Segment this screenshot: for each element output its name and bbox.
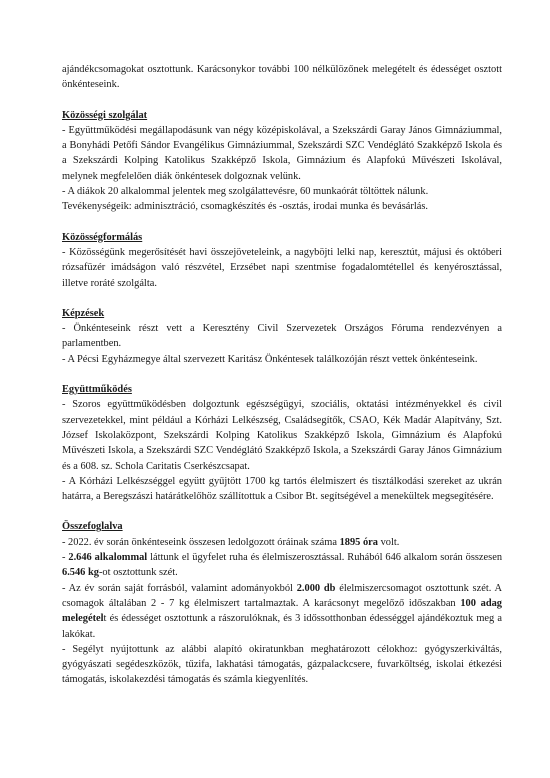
highlight-value: 2.000 db	[296, 582, 336, 594]
paragraph: - A Kórházi Lelkészséggel együtt gyűjtött 1700 kg tartós élelmiszert és tisztálkodási szereket az ukrán határra, a Beregszászi határátkelőhöz szállítottuk a Csibor Bt. segítségével a menekültek megsegítésére.	[62, 475, 502, 503]
paragraph: Tevékenységeik: adminisztráció, csomagkészítés és -osztás, irodai munka és bevásárlás.	[62, 201, 428, 213]
highlight-value: 6.546 kg	[62, 567, 99, 579]
spacer	[62, 93, 502, 108]
summary-line-hours	[62, 535, 502, 550]
text-run: - Az év során saját forrásból, valamint adományokból	[62, 582, 297, 594]
text-run: - 2022. év során önkénteseink összesen ledolgozott óráinak száma	[62, 536, 340, 548]
text-run: -	[62, 552, 69, 564]
paragraph: - Szoros együttműködésben dolgoztunk egészségügyi, szociális, oktatási intézményekkel és civil szervezetekkel, mint például a Kórházi Lelkészség, Családsegítők, CSAO, Kék Madár Alapítvány, Szt. József Iskolaközpont, Szekszárdi Kolping Katolikus Szakképző Iskola, Gimnázium és Alapfokú Művészeti Iskola, a Szekszárdi SZC Vendéglátó Szakképző Iskola, a Szekszárdi Garay János Gimnázium és a 608. sz. Schola Caritatis Cserkészcsapat.	[62, 399, 502, 472]
paragraph: - Együttműködési megállapodásunk van négy középiskolával, a Szekszárdi Garay János Gimnáziummal, a Bonyhádi Petőfi Sándor Evangélikus Gimnáziummal, Szekszárdi SZC Vendéglátó Szakképző Iskola és a Szekszárdi Kolping Katolikus Szakképző Iskola, Gimnázium és Alapfokú Művészeti Iskolával, melynek megfelelően diák önkéntesek dolgoznak velünk.	[62, 124, 502, 182]
paragraph: - A diákok 20 alkalommal jelentek meg szolgálattevésre, 60 munkaórát töltöttek nálunk.	[62, 186, 429, 198]
section-heading-kozossegi-szolgalat: Közösségi szolgálat	[62, 109, 148, 121]
text-run: volt.	[377, 536, 400, 548]
summary-line-clients	[62, 550, 502, 581]
spacer	[62, 367, 502, 382]
text-run: -ot osztottunk szét.	[98, 567, 178, 579]
highlight-value: 1895 óra	[339, 536, 378, 548]
spacer	[62, 504, 502, 519]
text-run: láttunk el ügyfelet ruha és élelmiszerosztással. Ruhából 646 alkalom során összesen	[147, 552, 503, 564]
highlight-value: 2.646 alkalommal	[68, 552, 148, 564]
summary-line-packages	[62, 581, 502, 642]
spacer	[62, 215, 502, 230]
paragraph: - A Pécsi Egyházmegye által szervezett Karitász Önkéntesek találkozóján részt vettek önkénteseink.	[62, 353, 478, 365]
text-run: t és édességet osztottunk a rászorulóknak, és 3 időssotthonban édességgel ajándékoztuk meg a lakókat.	[62, 613, 502, 640]
intro-paragraph: ajándékcsomagokat osztottunk. Karácsonykor további 100 nélkülözőnek melegételt és édességet osztott önkénteseink.	[62, 64, 502, 91]
text-run: élelmiszercsomagot osztottunk szét. A csomagok általában 2 - 7 kg élelmiszert tartalmaztak. A karácsonyt megelőző időszakban	[62, 582, 502, 609]
section-heading-egyuttmukodes: Együttműködés	[62, 384, 132, 396]
section-heading-kozossegformalas: Közösségformálás	[62, 231, 143, 243]
spacer	[62, 291, 502, 306]
paragraph: - Önkénteseink részt vett a Keresztény Civil Szervezetek Országos Fóruma rendezvényen a parlamentben.	[62, 323, 502, 350]
summary-line-aid: - Segélyt nyújtottunk az alábbi alapító okiratunkban meghatározott célokhoz: gyógyszerkiváltás, gyógyászati segédeszközök, tűzifa, lakhatási támogatás, gázpalackcsere, fuvarköltség, iskolai étkezési támogatás, iskolakezdési támogatás és számla kiegyenlítés.	[62, 643, 502, 686]
section-heading-kepzesek: Képzések	[62, 307, 105, 319]
section-heading-osszefoglalva: Összefoglalva	[62, 521, 123, 533]
highlight-value: 100 adag melegétel	[62, 597, 502, 625]
paragraph: - Közösségünk megerősítését havi összejöveteleink, a nagyböjti lelki nap, keresztút, májusi és októberi rózsafüzér imádságon való részvétel, Erzsébet napi szentmise fogadalomtétellel és kenyérosztással, illetve roráté szolgálta.	[62, 246, 502, 289]
